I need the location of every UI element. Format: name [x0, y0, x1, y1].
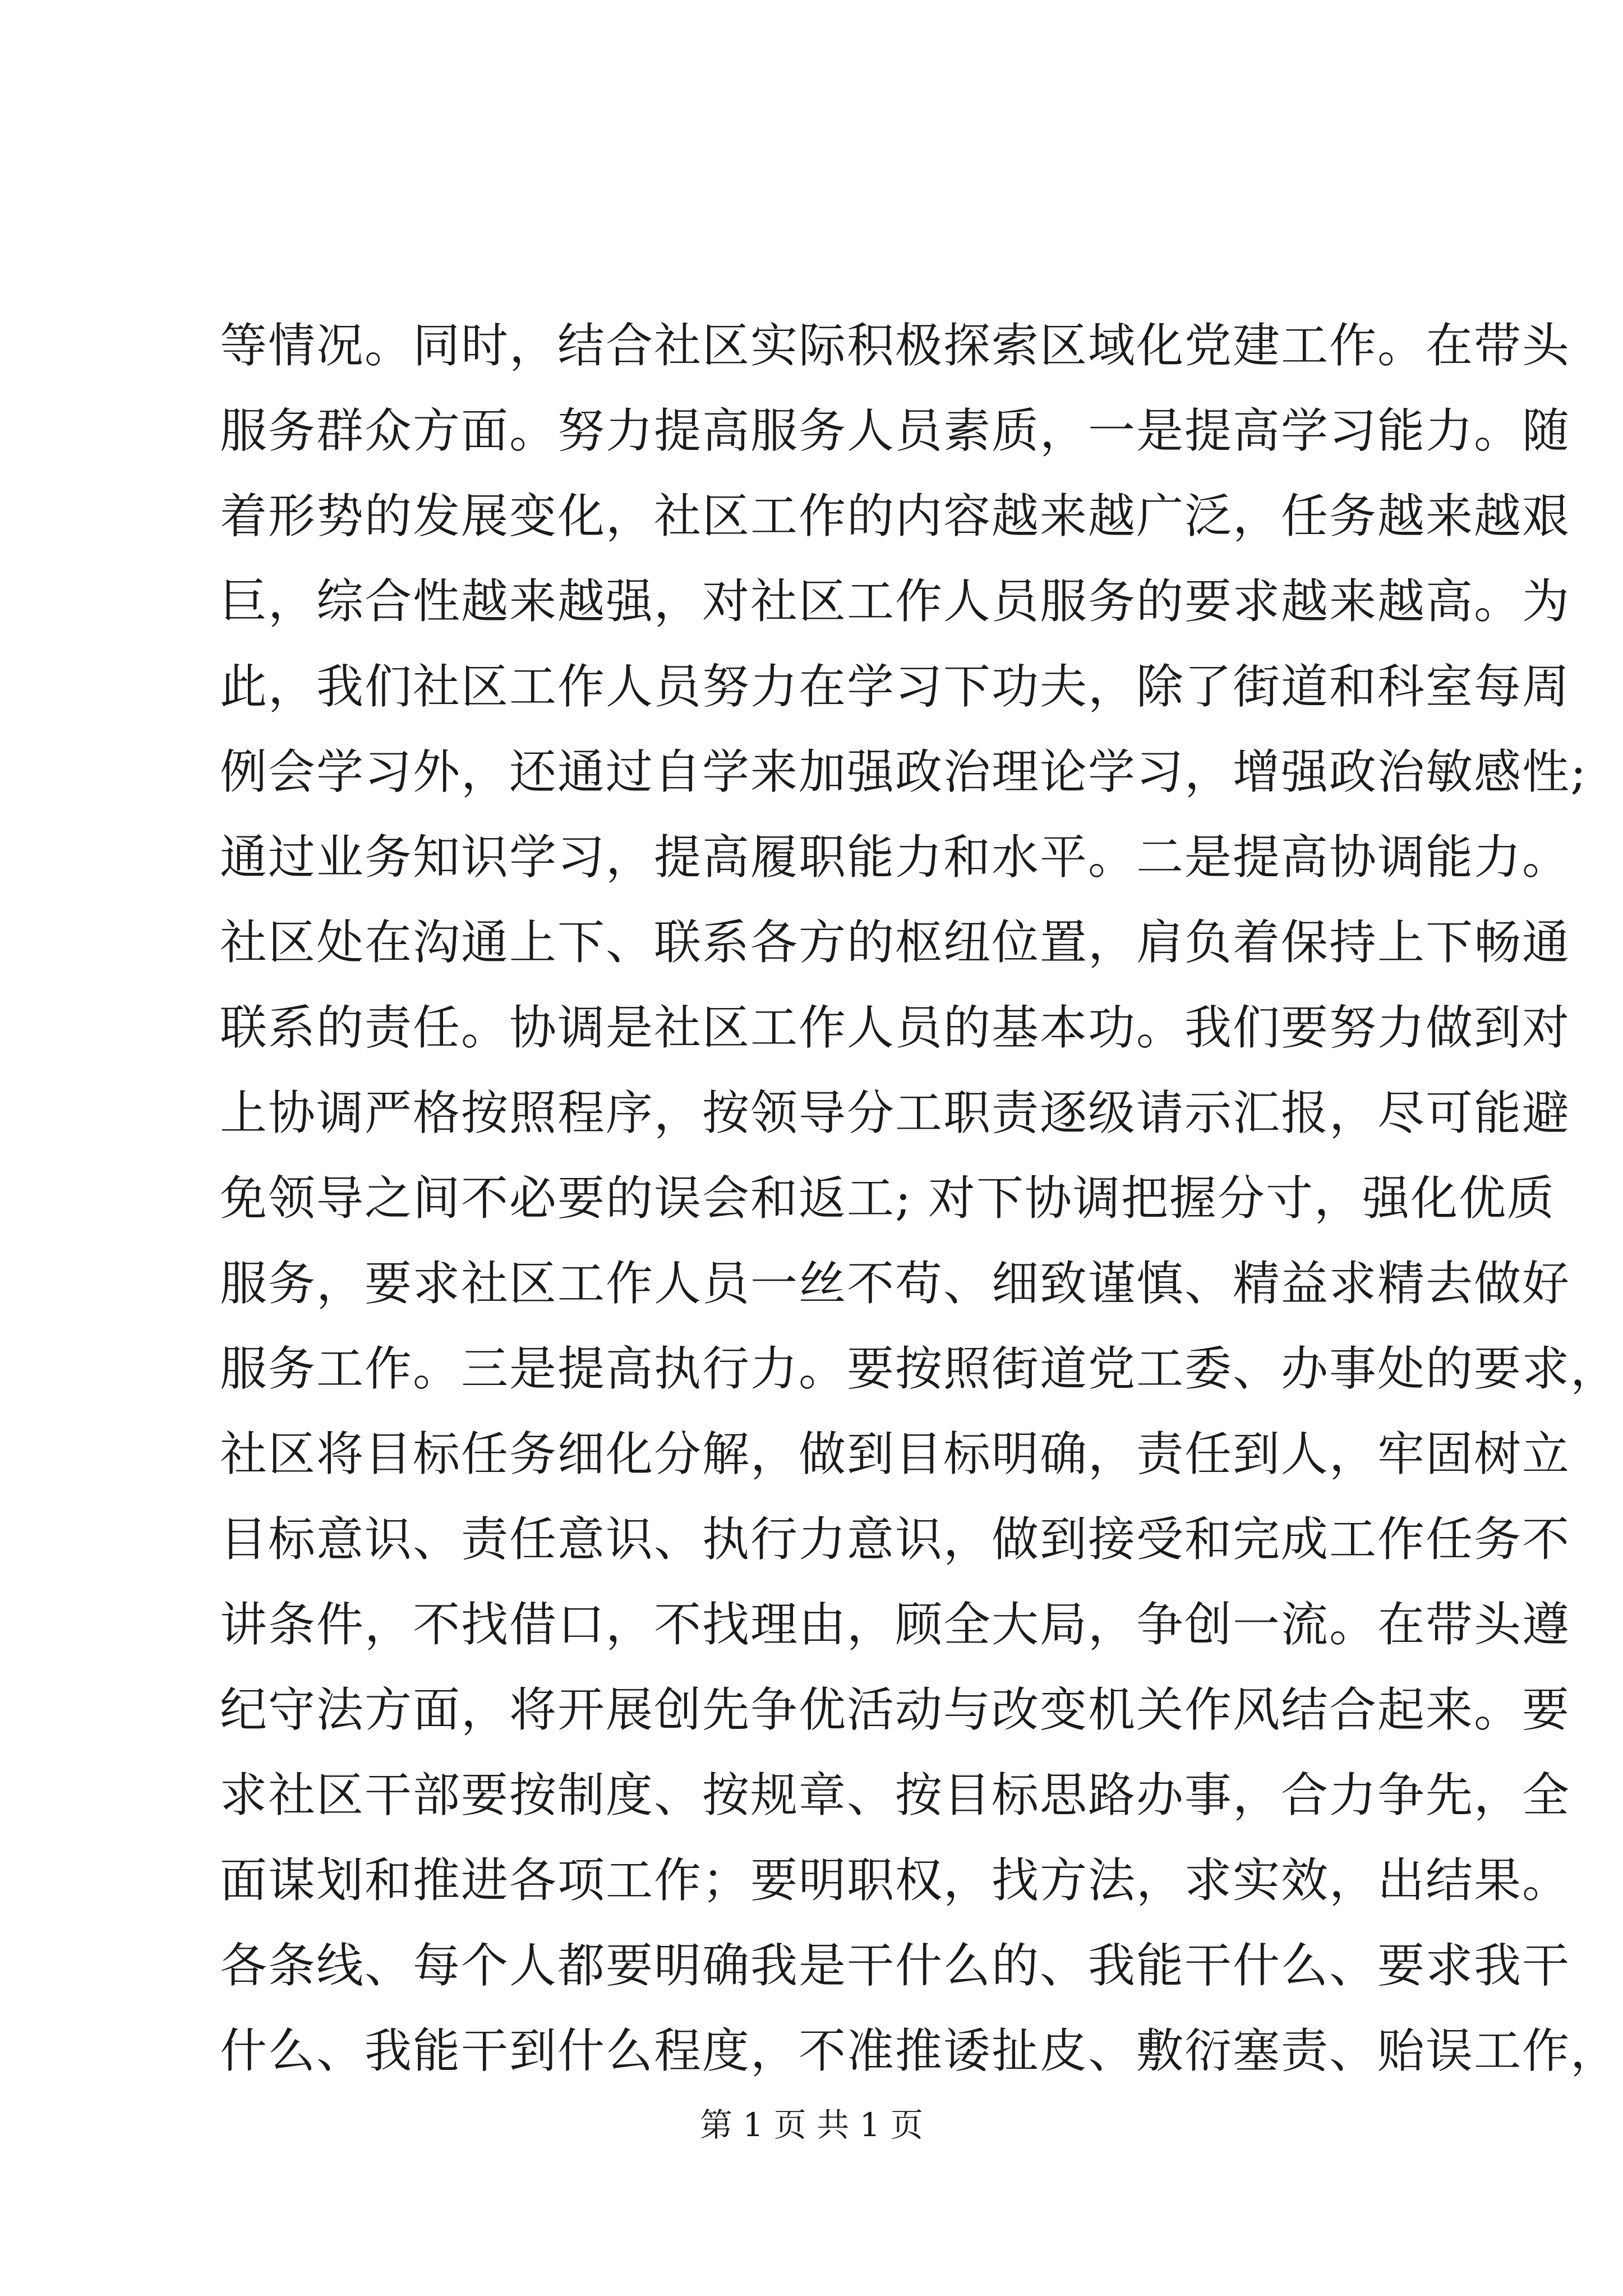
text-line: 免领导之间不必要的误会和返工; 对下协调把握分寸，强化优质	[220, 1171, 1556, 1226]
body-text	[220, 303, 1619, 2093]
page-number-footer: 第 1 页 共 1 页	[700, 2106, 923, 2144]
text-line: 社区处在沟通上下、联系各方的枢纽位置，肩负着保持上下畅通	[220, 915, 1571, 970]
text-line: 等情况。同时，结合社区实际积极探索区域化党建工作。在带头	[220, 318, 1571, 373]
text-line: 例会学习外，还通过自学来加强政治理论学习，增强政治敏感性;	[220, 744, 1588, 799]
text-line: 求社区干部要按制度、按规章、按目标思路办事，合力争先，全	[220, 1768, 1571, 1823]
text-line: 此，我们社区工作人员努力在学习下功夫，除了街道和科室每周	[220, 659, 1571, 714]
text-line: 着形势的发展变化，社区工作的内容越来越广泛，任务越来越艰	[220, 489, 1571, 544]
text-line: 什么、我能干到什么程度，不准推诿扯皮、敷衍塞责、贻误工作，	[220, 2023, 1619, 2078]
text-line: 各条线、每个人都要明确我是干什么的、我能干什么、要求我干	[220, 1938, 1571, 1993]
text-line: 讲条件，不找借口，不找理由，顾全大局，争创一流。在带头遵	[220, 1597, 1571, 1652]
text-line: 服务，要求社区工作人员一丝不苟、细致谨慎、精益求精去做好	[220, 1256, 1571, 1311]
text-line: 巨，综合性越来越强，对社区工作人员服务的要求越来越高。为	[220, 574, 1571, 629]
text-line: 服务工作。三是提高执行力。要按照街道党工委、办事处的要求，	[220, 1341, 1619, 1396]
text-line: 联系的责任。协调是社区工作人员的基本功。我们要努力做到对	[220, 1000, 1571, 1055]
text-line: 纪守法方面，将开展创先争优活动与改变机关作风结合起来。要	[220, 1682, 1571, 1737]
text-line: 目标意识、责任意识、执行力意识，做到接受和完成工作任务不	[220, 1512, 1571, 1567]
text-line: 社区将目标任务细化分解，做到目标明确，责任到人，牢固树立	[220, 1427, 1571, 1481]
text-line: 服务群众方面。努力提高服务人员素质，一是提高学习能力。随	[220, 403, 1571, 458]
text-line: 上协调严格按照程序，按领导分工职责逐级请示汇报，尽可能避	[220, 1085, 1571, 1140]
text-line: 通过业务知识学习，提高履职能力和水平。二是提高协调能力。	[220, 830, 1571, 885]
text-line: 面谋划和推进各项工作；要明职权，找方法，求实效，出结果。	[220, 1853, 1571, 1908]
